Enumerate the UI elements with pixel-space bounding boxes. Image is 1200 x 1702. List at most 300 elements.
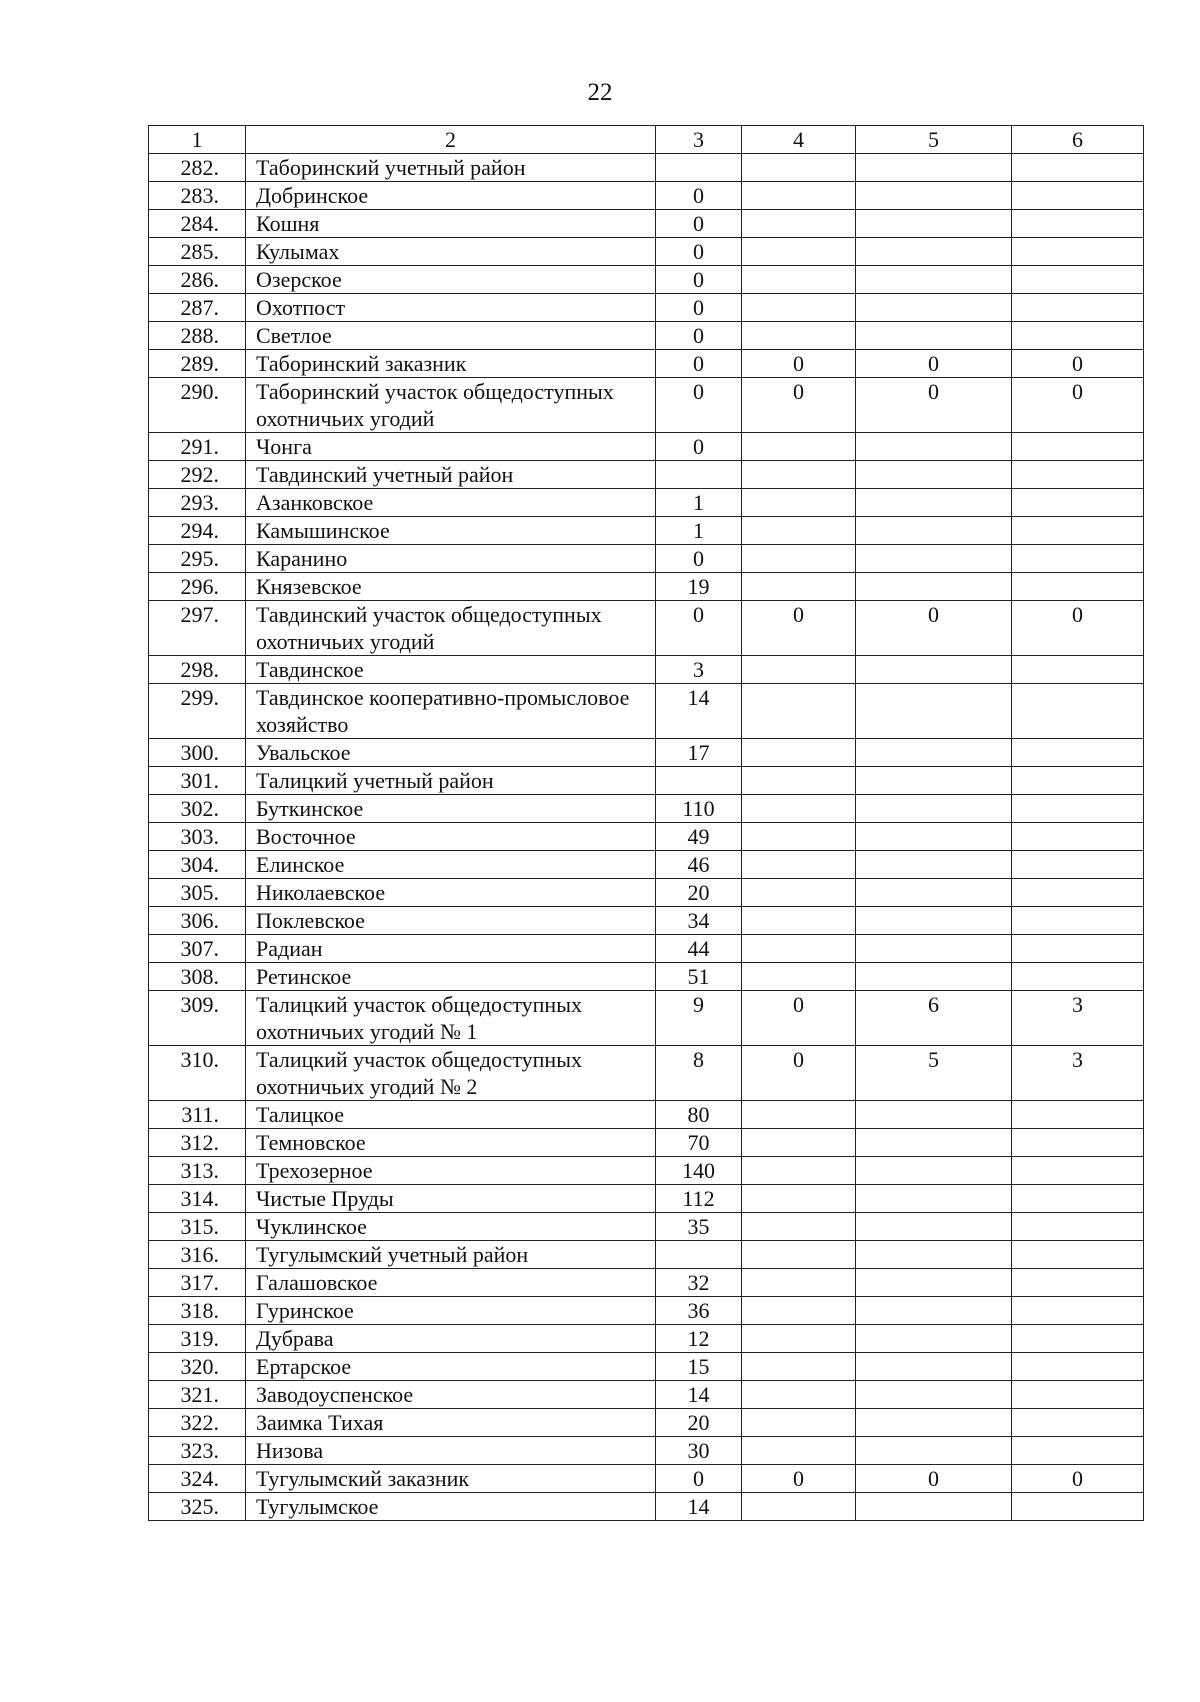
value-col-4 <box>742 879 856 907</box>
value-col-6: 3 <box>1012 991 1144 1046</box>
value-col-6 <box>1012 266 1144 294</box>
row-number: 325. <box>149 1493 246 1521</box>
row-number: 301. <box>149 767 246 795</box>
value-col-4 <box>742 1241 856 1269</box>
value-col-6 <box>1012 963 1144 991</box>
column-header: 2 <box>246 126 656 154</box>
table-row <box>149 935 1144 963</box>
value-col-4 <box>742 294 856 322</box>
value-col-6 <box>1012 879 1144 907</box>
value-col-4: 0 <box>742 601 856 656</box>
value-col-4 <box>742 322 856 350</box>
value-col-4 <box>742 1381 856 1409</box>
value-col-3: 20 <box>656 1409 742 1437</box>
area-name: Талицкое <box>246 1101 656 1129</box>
value-col-5 <box>856 461 1012 489</box>
value-col-6 <box>1012 823 1144 851</box>
value-col-4 <box>742 1353 856 1381</box>
value-col-4 <box>742 154 856 182</box>
value-col-3: 30 <box>656 1437 742 1465</box>
value-col-6 <box>1012 1129 1144 1157</box>
table-row <box>149 1493 1144 1521</box>
page-number: 22 <box>587 79 613 106</box>
value-col-5: 6 <box>856 991 1012 1046</box>
value-col-3: 0 <box>656 378 742 433</box>
row-number: 287. <box>149 294 246 322</box>
value-col-5 <box>856 154 1012 182</box>
area-name: Тугулымское <box>246 1493 656 1521</box>
value-col-4 <box>742 907 856 935</box>
value-col-3: 14 <box>656 1493 742 1521</box>
value-col-4 <box>742 1493 856 1521</box>
value-col-4 <box>742 1185 856 1213</box>
value-col-5 <box>856 1269 1012 1297</box>
value-col-4 <box>742 433 856 461</box>
value-col-5: 5 <box>856 1046 1012 1101</box>
area-name: Тавдинский учетный район <box>246 461 656 489</box>
value-col-5 <box>856 1241 1012 1269</box>
area-name: Азанковское <box>246 489 656 517</box>
value-col-3: 51 <box>656 963 742 991</box>
value-col-5 <box>856 795 1012 823</box>
value-col-4 <box>742 461 856 489</box>
column-header: 3 <box>656 126 742 154</box>
value-col-6 <box>1012 210 1144 238</box>
row-number: 323. <box>149 1437 246 1465</box>
value-col-6 <box>1012 1353 1144 1381</box>
table-header-row <box>149 126 1144 154</box>
row-number: 304. <box>149 851 246 879</box>
row-number: 288. <box>149 322 246 350</box>
area-name: Светлое <box>246 322 656 350</box>
area-name: Таборинский заказник <box>246 350 656 378</box>
value-col-4: 0 <box>742 1465 856 1493</box>
area-name: Темновское <box>246 1129 656 1157</box>
row-number: 290. <box>149 378 246 433</box>
table-row <box>149 210 1144 238</box>
table-row <box>149 322 1144 350</box>
value-col-6 <box>1012 935 1144 963</box>
value-col-6: 0 <box>1012 378 1144 433</box>
area-name: Князевское <box>246 573 656 601</box>
table-row <box>149 795 1144 823</box>
value-col-3: 140 <box>656 1157 742 1185</box>
table-row <box>149 573 1144 601</box>
table-row <box>149 1046 1144 1101</box>
table-row <box>149 238 1144 266</box>
area-name: Камышинское <box>246 517 656 545</box>
row-number: 312. <box>149 1129 246 1157</box>
value-col-6 <box>1012 1381 1144 1409</box>
value-col-4 <box>742 573 856 601</box>
row-number: 305. <box>149 879 246 907</box>
row-number: 310. <box>149 1046 246 1101</box>
table-row <box>149 433 1144 461</box>
table-row <box>149 739 1144 767</box>
area-name: Талицкий участок общедоступных охотничьих угодий № 2 <box>246 1046 656 1101</box>
column-header: 4 <box>742 126 856 154</box>
area-name: Таборинский участок общедоступных охотничьих угодий <box>246 378 656 433</box>
value-col-6 <box>1012 1325 1144 1353</box>
area-name: Увальское <box>246 739 656 767</box>
value-col-5 <box>856 879 1012 907</box>
value-col-5 <box>856 545 1012 573</box>
value-col-4 <box>742 656 856 684</box>
value-col-6: 3 <box>1012 1046 1144 1101</box>
value-col-4 <box>742 238 856 266</box>
value-col-4: 0 <box>742 1046 856 1101</box>
table-row <box>149 1381 1144 1409</box>
value-col-3: 14 <box>656 1381 742 1409</box>
value-col-3: 0 <box>656 210 742 238</box>
value-col-3: 0 <box>656 350 742 378</box>
value-col-3: 32 <box>656 1269 742 1297</box>
value-col-6 <box>1012 1241 1144 1269</box>
value-col-5 <box>856 823 1012 851</box>
area-name: Елинское <box>246 851 656 879</box>
value-col-4 <box>742 1269 856 1297</box>
row-number: 324. <box>149 1465 246 1493</box>
value-col-6: 0 <box>1012 601 1144 656</box>
table-row <box>149 879 1144 907</box>
value-col-4 <box>742 1157 856 1185</box>
value-col-6 <box>1012 795 1144 823</box>
value-col-4 <box>742 739 856 767</box>
column-header: 6 <box>1012 126 1144 154</box>
value-col-3: 12 <box>656 1325 742 1353</box>
value-col-4 <box>742 935 856 963</box>
table-row <box>149 378 1144 433</box>
value-col-3: 9 <box>656 991 742 1046</box>
row-number: 292. <box>149 461 246 489</box>
value-col-3: 49 <box>656 823 742 851</box>
value-col-5 <box>856 935 1012 963</box>
table-row <box>149 517 1144 545</box>
row-number: 285. <box>149 238 246 266</box>
value-col-6 <box>1012 461 1144 489</box>
value-col-3: 3 <box>656 656 742 684</box>
row-number: 320. <box>149 1353 246 1381</box>
area-name: Низова <box>246 1437 656 1465</box>
area-name: Кулымах <box>246 238 656 266</box>
row-number: 306. <box>149 907 246 935</box>
value-col-3 <box>656 1241 742 1269</box>
value-col-5 <box>856 489 1012 517</box>
value-col-5 <box>856 517 1012 545</box>
row-number: 303. <box>149 823 246 851</box>
table-row <box>149 767 1144 795</box>
value-col-3: 0 <box>656 545 742 573</box>
value-col-6: 0 <box>1012 1465 1144 1493</box>
value-col-6 <box>1012 573 1144 601</box>
value-col-4: 0 <box>742 378 856 433</box>
table-row <box>149 489 1144 517</box>
value-col-3: 36 <box>656 1297 742 1325</box>
row-number: 291. <box>149 433 246 461</box>
value-col-5 <box>856 1185 1012 1213</box>
value-col-3: 14 <box>656 684 742 739</box>
table-row <box>149 545 1144 573</box>
table-row <box>149 963 1144 991</box>
table-body <box>149 154 1144 1521</box>
value-col-5 <box>856 322 1012 350</box>
value-col-5 <box>856 210 1012 238</box>
value-col-5 <box>856 767 1012 795</box>
value-col-3: 17 <box>656 739 742 767</box>
row-number: 315. <box>149 1213 246 1241</box>
row-number: 314. <box>149 1185 246 1213</box>
value-col-6 <box>1012 489 1144 517</box>
value-col-3: 19 <box>656 573 742 601</box>
value-col-3: 0 <box>656 238 742 266</box>
row-number: 299. <box>149 684 246 739</box>
table-row <box>149 1129 1144 1157</box>
value-col-3: 15 <box>656 1353 742 1381</box>
value-col-3: 0 <box>656 433 742 461</box>
area-name: Охотпост <box>246 294 656 322</box>
value-col-4 <box>742 266 856 294</box>
table-row <box>149 350 1144 378</box>
hunting-grounds-table <box>148 125 1144 1521</box>
value-col-6 <box>1012 1493 1144 1521</box>
value-col-5 <box>856 851 1012 879</box>
value-col-5 <box>856 907 1012 935</box>
value-col-6 <box>1012 1157 1144 1185</box>
table-row <box>149 684 1144 739</box>
value-col-4 <box>742 1409 856 1437</box>
row-number: 316. <box>149 1241 246 1269</box>
table-row <box>149 656 1144 684</box>
row-number: 294. <box>149 517 246 545</box>
value-col-6 <box>1012 322 1144 350</box>
table-row <box>149 266 1144 294</box>
table-row <box>149 294 1144 322</box>
value-col-5 <box>856 739 1012 767</box>
value-col-3: 80 <box>656 1101 742 1129</box>
table-row <box>149 1101 1144 1129</box>
value-col-5 <box>856 266 1012 294</box>
area-name: Талицкий участок общедоступных охотничьих угодий № 1 <box>246 991 656 1046</box>
table-row <box>149 1185 1144 1213</box>
table-row <box>149 182 1144 210</box>
row-number: 298. <box>149 656 246 684</box>
value-col-3: 0 <box>656 182 742 210</box>
row-number: 309. <box>149 991 246 1046</box>
row-number: 282. <box>149 154 246 182</box>
value-col-6 <box>1012 684 1144 739</box>
row-number: 300. <box>149 739 246 767</box>
value-col-4 <box>742 1129 856 1157</box>
value-col-5 <box>856 656 1012 684</box>
area-name: Галашовское <box>246 1269 656 1297</box>
value-col-3: 0 <box>656 601 742 656</box>
area-name: Ретинское <box>246 963 656 991</box>
value-col-4 <box>742 1437 856 1465</box>
value-col-3: 8 <box>656 1046 742 1101</box>
value-col-3: 1 <box>656 489 742 517</box>
value-col-3: 70 <box>656 1129 742 1157</box>
value-col-6: 0 <box>1012 350 1144 378</box>
table-row <box>149 851 1144 879</box>
value-col-5: 0 <box>856 378 1012 433</box>
area-name: Восточное <box>246 823 656 851</box>
value-col-3 <box>656 154 742 182</box>
table-row <box>149 823 1144 851</box>
table-row <box>149 1241 1144 1269</box>
data-table-container <box>148 125 1143 1521</box>
row-number: 297. <box>149 601 246 656</box>
value-col-5 <box>856 1325 1012 1353</box>
value-col-3: 46 <box>656 851 742 879</box>
value-col-4 <box>742 963 856 991</box>
value-col-5: 0 <box>856 350 1012 378</box>
row-number: 317. <box>149 1269 246 1297</box>
row-number: 322. <box>149 1409 246 1437</box>
area-name: Радиан <box>246 935 656 963</box>
value-col-5: 0 <box>856 601 1012 656</box>
row-number: 308. <box>149 963 246 991</box>
area-name: Каранино <box>246 545 656 573</box>
value-col-5 <box>856 433 1012 461</box>
value-col-5 <box>856 1297 1012 1325</box>
table-row <box>149 1269 1144 1297</box>
area-name: Тавдинское кооперативно-промысловое хозяйство <box>246 684 656 739</box>
value-col-5 <box>856 182 1012 210</box>
value-col-3 <box>656 767 742 795</box>
value-col-4 <box>742 851 856 879</box>
value-col-5 <box>856 963 1012 991</box>
value-col-6 <box>1012 154 1144 182</box>
value-col-4: 0 <box>742 991 856 1046</box>
table-row <box>149 1353 1144 1381</box>
value-col-6 <box>1012 1213 1144 1241</box>
value-col-6 <box>1012 767 1144 795</box>
row-number: 295. <box>149 545 246 573</box>
column-header: 1 <box>149 126 246 154</box>
value-col-3: 0 <box>656 294 742 322</box>
table-row <box>149 1465 1144 1493</box>
value-col-4 <box>742 182 856 210</box>
row-number: 321. <box>149 1381 246 1409</box>
value-col-6 <box>1012 517 1144 545</box>
value-col-6 <box>1012 294 1144 322</box>
value-col-4 <box>742 1213 856 1241</box>
value-col-4: 0 <box>742 350 856 378</box>
value-col-3: 0 <box>656 1465 742 1493</box>
row-number: 318. <box>149 1297 246 1325</box>
value-col-4 <box>742 1101 856 1129</box>
row-number: 284. <box>149 210 246 238</box>
area-name: Тугулымский заказник <box>246 1465 656 1493</box>
value-col-5 <box>856 238 1012 266</box>
value-col-6 <box>1012 1185 1144 1213</box>
area-name: Кошня <box>246 210 656 238</box>
value-col-6 <box>1012 1437 1144 1465</box>
table-row <box>149 1213 1144 1241</box>
row-number: 296. <box>149 573 246 601</box>
value-col-4 <box>742 489 856 517</box>
value-col-6 <box>1012 238 1144 266</box>
value-col-6 <box>1012 545 1144 573</box>
column-header: 5 <box>856 126 1012 154</box>
value-col-6 <box>1012 739 1144 767</box>
area-name: Озерское <box>246 266 656 294</box>
value-col-5 <box>856 1129 1012 1157</box>
value-col-5 <box>856 1493 1012 1521</box>
value-col-4 <box>742 1325 856 1353</box>
value-col-6 <box>1012 433 1144 461</box>
row-number: 302. <box>149 795 246 823</box>
value-col-6 <box>1012 907 1144 935</box>
area-name: Дубрава <box>246 1325 656 1353</box>
area-name: Тугулымский учетный район <box>246 1241 656 1269</box>
row-number: 307. <box>149 935 246 963</box>
value-col-5 <box>856 1381 1012 1409</box>
value-col-5 <box>856 573 1012 601</box>
table-row <box>149 1409 1144 1437</box>
value-col-5 <box>856 1101 1012 1129</box>
area-name: Добринское <box>246 182 656 210</box>
row-number: 283. <box>149 182 246 210</box>
value-col-5 <box>856 1157 1012 1185</box>
table-row <box>149 991 1144 1046</box>
area-name: Таборинский учетный район <box>246 154 656 182</box>
row-number: 313. <box>149 1157 246 1185</box>
table-row <box>149 1297 1144 1325</box>
value-col-3: 1 <box>656 517 742 545</box>
value-col-3 <box>656 461 742 489</box>
area-name: Заимка Тихая <box>246 1409 656 1437</box>
table-row <box>149 154 1144 182</box>
table-row <box>149 1157 1144 1185</box>
area-name: Чуклинское <box>246 1213 656 1241</box>
value-col-3: 112 <box>656 1185 742 1213</box>
row-number: 311. <box>149 1101 246 1129</box>
area-name: Талицкий учетный район <box>246 767 656 795</box>
area-name: Трехозерное <box>246 1157 656 1185</box>
value-col-4 <box>742 795 856 823</box>
value-col-3: 20 <box>656 879 742 907</box>
table-row <box>149 907 1144 935</box>
value-col-6 <box>1012 656 1144 684</box>
row-number: 289. <box>149 350 246 378</box>
value-col-6 <box>1012 1269 1144 1297</box>
area-name: Тавдинский участок общедоступных охотничьих угодий <box>246 601 656 656</box>
table-row <box>149 1325 1144 1353</box>
value-col-3: 110 <box>656 795 742 823</box>
value-col-6 <box>1012 182 1144 210</box>
value-col-3: 34 <box>656 907 742 935</box>
value-col-4 <box>742 684 856 739</box>
value-col-3: 44 <box>656 935 742 963</box>
value-col-3: 0 <box>656 322 742 350</box>
table-row <box>149 1437 1144 1465</box>
value-col-4 <box>742 823 856 851</box>
value-col-4 <box>742 545 856 573</box>
area-name: Чистые Пруды <box>246 1185 656 1213</box>
value-col-5 <box>856 1213 1012 1241</box>
value-col-6 <box>1012 1409 1144 1437</box>
value-col-5 <box>856 684 1012 739</box>
value-col-4 <box>742 210 856 238</box>
area-name: Ертарское <box>246 1353 656 1381</box>
row-number: 293. <box>149 489 246 517</box>
value-col-6 <box>1012 1297 1144 1325</box>
value-col-3: 0 <box>656 266 742 294</box>
area-name: Тавдинское <box>246 656 656 684</box>
value-col-3: 35 <box>656 1213 742 1241</box>
value-col-5 <box>856 1353 1012 1381</box>
